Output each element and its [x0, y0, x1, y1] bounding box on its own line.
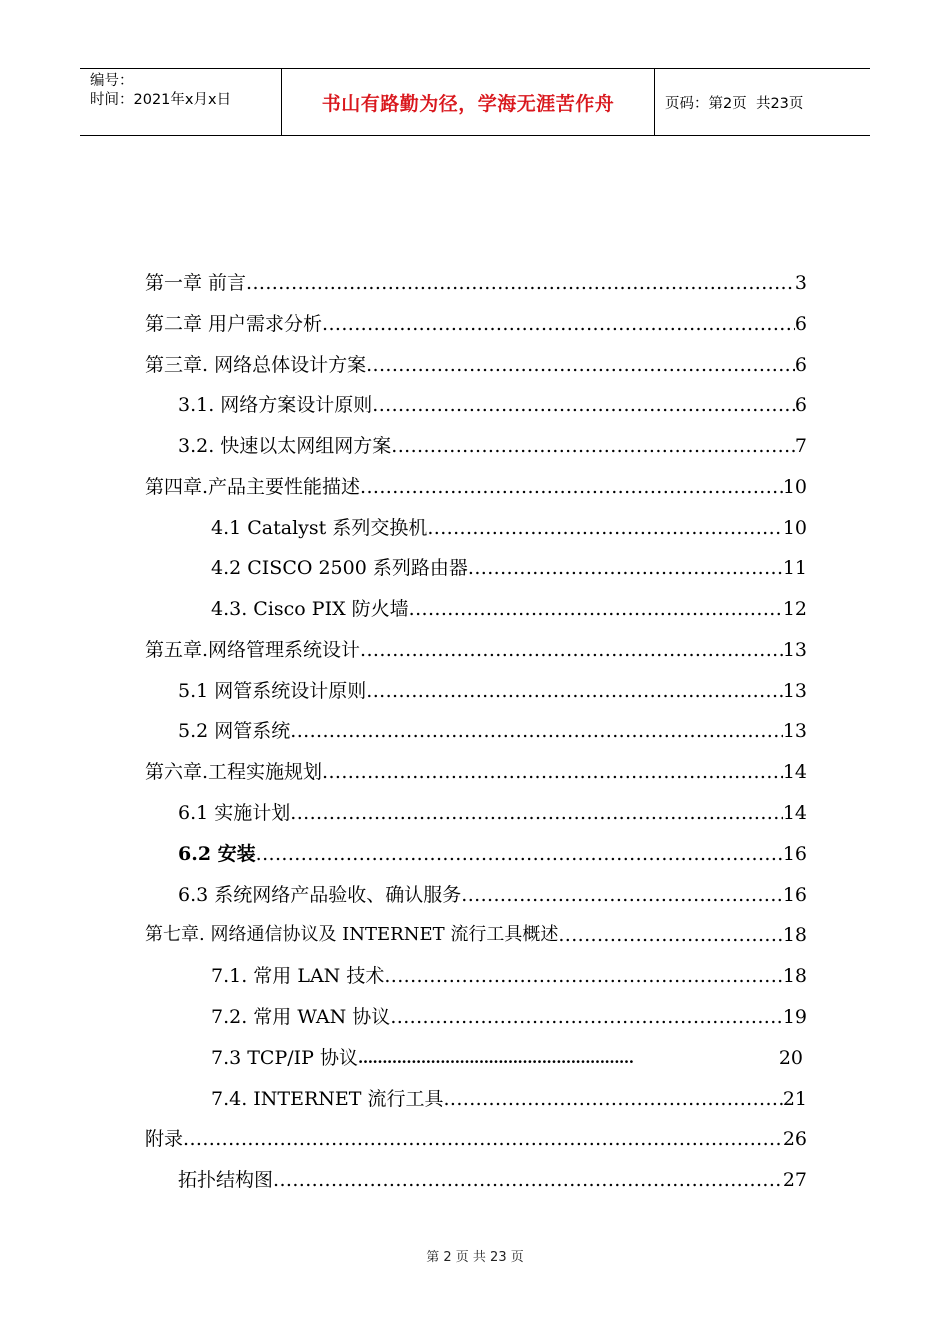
toc-entry-page: 18 — [782, 924, 807, 946]
toc-dot-leader — [633, 1043, 778, 1073]
toc-dot-leader — [256, 839, 783, 869]
toc-entry-page: 13 — [782, 680, 807, 702]
toc-entry[interactable] — [211, 1002, 807, 1032]
toc-entry-page: 13 — [782, 639, 807, 661]
toc-entry-title: 6.2 安装 — [178, 839, 256, 869]
toc-entry[interactable] — [178, 839, 807, 869]
toc-entry-page: 26 — [782, 1128, 807, 1150]
toc-entry-title: 第三章. 网络总体设计方案 — [145, 350, 366, 380]
toc-entry[interactable] — [211, 594, 807, 624]
toc-entry[interactable] — [145, 757, 807, 787]
toc-dot-leader — [290, 716, 783, 746]
toc-entry-page: 7 — [794, 435, 807, 457]
toc-entry-page: 3 — [794, 272, 807, 294]
toc-entry-title: 3.2. 快速以太网组网方案 — [178, 431, 391, 461]
toc-entry-title: 5.1 网管系统设计原则 — [178, 676, 366, 706]
toc-entry-page: 6 — [794, 354, 807, 376]
toc-dot-leader — [273, 1165, 783, 1195]
toc-entry[interactable] — [145, 268, 807, 298]
toc-entry-title: 6.3 系统网络产品验收、确认服务 — [178, 880, 461, 910]
toc-entry-title: 7.2. 常用 WAN 协议 — [211, 1002, 390, 1032]
toc-dot-leader — [409, 594, 783, 624]
toc-entry-title: 附录 — [145, 1124, 183, 1154]
toc-entry-page: 6 — [794, 313, 807, 335]
toc-entry-page: 13 — [782, 720, 807, 742]
toc-entry[interactable] — [178, 1165, 807, 1195]
toc-entry[interactable] — [211, 553, 807, 583]
toc-entry-page: 14 — [782, 761, 807, 783]
toc-entry-title: 3.1. 网络方案设计原则 — [178, 390, 372, 420]
toc-entry-title: 7.1. 常用 LAN 技术 — [211, 961, 384, 991]
toc-dot-leader — [390, 1002, 783, 1032]
toc-entry-title: 第一章 前言 — [145, 268, 246, 298]
toc-entry-title: 第二章 用户需求分析 — [145, 309, 322, 339]
toc-entry-page: 12 — [782, 598, 807, 620]
toc-entry-title: 4.1 Catalyst 系列交换机 — [211, 513, 427, 543]
header-motto: 书山有路勤为径，学海无涯苦作舟 — [282, 69, 655, 135]
header-page-info-text: 页码：第2页 共23页 — [665, 95, 804, 112]
toc-entry-page: 19 — [782, 1006, 807, 1028]
document-date: 时间：2021年x月x日 — [90, 92, 232, 108]
toc-entry[interactable] — [145, 350, 807, 380]
header-page-info — [655, 69, 870, 135]
toc-entry-page: 6 — [794, 394, 807, 416]
toc-dot-leader — [384, 961, 782, 991]
header-meta — [80, 69, 282, 135]
toc-entry-title: 第七章. 网络通信协议及 INTERNET 流行工具概述 — [145, 920, 558, 950]
toc-dot-leader — [290, 798, 783, 828]
toc-entry[interactable] — [178, 716, 807, 746]
toc-dot-leader — [366, 676, 783, 706]
toc-dot-leader — [246, 268, 795, 298]
toc-entry-title: 第六章.工程实施规划 — [145, 757, 322, 787]
toc-dot-leader — [360, 635, 783, 665]
toc-dot-leader — [461, 880, 783, 910]
toc-entry-title: 拓扑结构图 — [178, 1165, 273, 1195]
toc-entry-page: 21 — [782, 1088, 807, 1110]
toc-entry[interactable] — [211, 1084, 807, 1114]
toc-entry-title: 5.2 网管系统 — [178, 716, 290, 746]
toc-entry-page: 14 — [782, 802, 807, 824]
toc-entry[interactable] — [178, 676, 807, 706]
toc-dot-leader — [360, 472, 783, 502]
document-number-label: 编号： — [90, 73, 134, 89]
page-footer: 第 2 页 共 23 页 — [426, 1250, 524, 1265]
toc-entry-title: 6.1 实施计划 — [178, 798, 290, 828]
toc-entry-title: 4.2 CISCO 2500 系列路由器 — [211, 553, 468, 583]
toc-entry-title: 4.3. Cisco PIX 防火墙 — [211, 594, 409, 624]
toc-entry-page: 18 — [782, 965, 807, 987]
toc-entry[interactable] — [211, 961, 807, 991]
toc-dot-leader — [558, 920, 782, 950]
toc-entry-page: 20 — [778, 1047, 803, 1069]
toc-entry-title: 第四章.产品主要性能描述 — [145, 472, 360, 502]
toc-entry[interactable] — [145, 920, 807, 950]
toc-entry[interactable] — [178, 390, 807, 420]
toc-dot-leader — [322, 309, 795, 339]
toc-entry[interactable] — [211, 513, 807, 543]
toc-entry[interactable] — [145, 635, 807, 665]
toc-dot-leader — [391, 431, 795, 461]
toc-dot-leader — [443, 1084, 782, 1114]
toc-entry[interactable] — [145, 309, 807, 339]
toc-dot-leader — [366, 350, 795, 380]
toc-entry[interactable] — [178, 798, 807, 828]
toc-entry-page: 16 — [782, 843, 807, 865]
toc-entry-page: 11 — [782, 557, 807, 579]
toc-entry-title: 7.3 TCP/IP 协议 — [211, 1043, 358, 1073]
toc-entry-page: 10 — [782, 517, 807, 539]
toc-entry[interactable] — [145, 1124, 807, 1154]
toc-dot-leader — [322, 757, 783, 787]
toc-ellipsis-leader: ………………………………………………… — [357, 1049, 634, 1067]
toc-entry[interactable] — [211, 1043, 803, 1073]
toc-dot-leader — [427, 513, 782, 543]
toc-entry[interactable] — [178, 431, 807, 461]
toc-entry-page: 10 — [782, 476, 807, 498]
toc-dot-leader — [468, 553, 783, 583]
toc-entry-page: 27 — [782, 1169, 807, 1191]
toc-entry-page: 16 — [782, 884, 807, 906]
page-header — [80, 68, 870, 136]
toc-entry[interactable] — [178, 880, 807, 910]
toc-dot-leader — [372, 390, 795, 420]
toc-entry[interactable] — [145, 472, 807, 502]
toc-entry-title: 第五章.网络管理系统设计 — [145, 635, 360, 665]
toc-entry-title: 7.4. INTERNET 流行工具 — [211, 1084, 443, 1114]
toc-dot-leader — [183, 1124, 783, 1154]
